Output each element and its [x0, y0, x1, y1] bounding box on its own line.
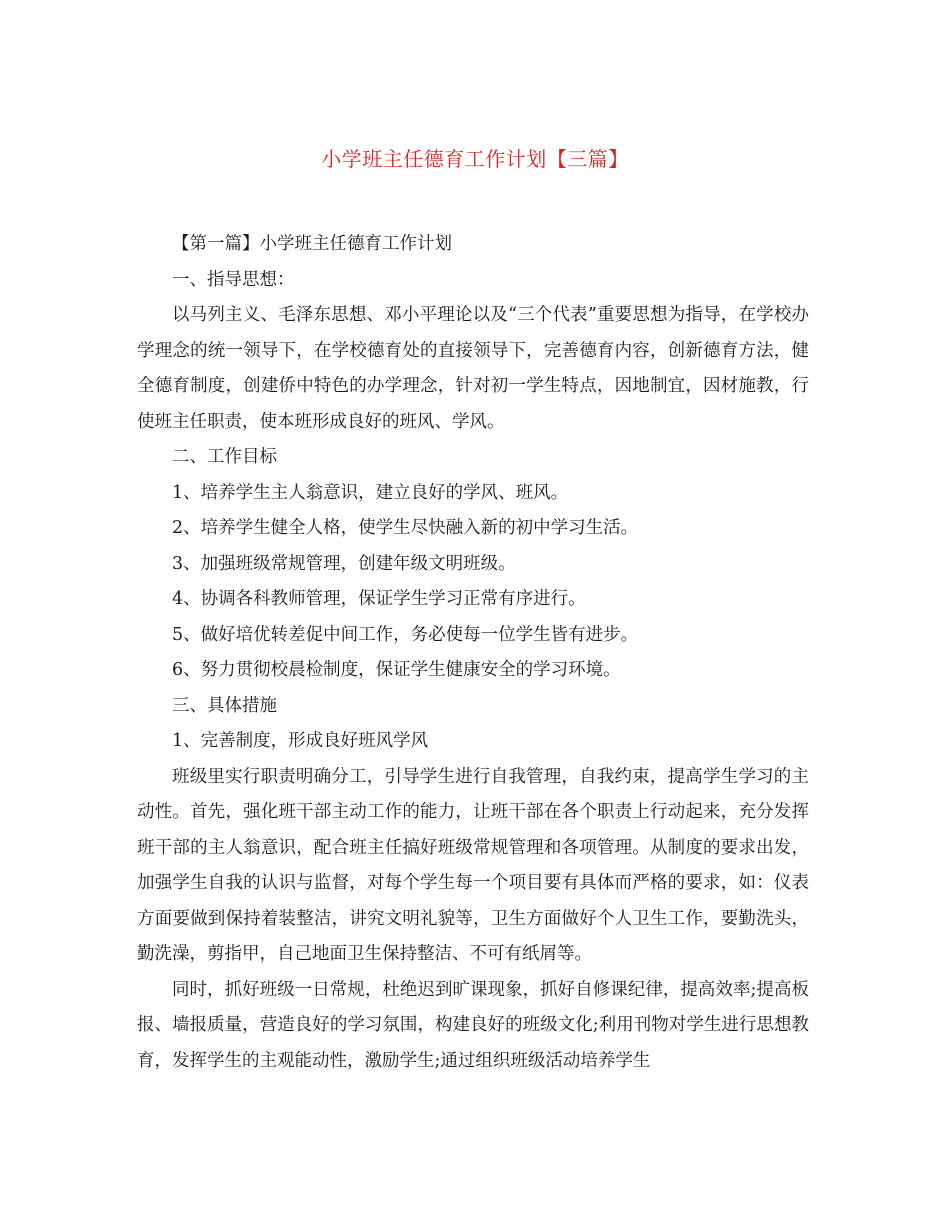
goal-item-4: 4、协调各科教师管理，保证学生学习正常有序进行。: [172, 589, 586, 609]
heading-guiding-ideology: 一、指导思想：: [172, 269, 295, 290]
paragraph-measure-1: 班级里实行职责明确分工，引导学生进行自我管理，自我约束，提高学生学习的主动性。首先，强化班干部主动工作的能力，让班干部在各个职责上行动起来，充分发挥班干部的主人翁意识，配合班主任搞好班级常规管理和各项管理。从制度的要求出发，加强学生自我的认识与监督，对每个学生每一个项目要有具体而严格的要求，如：仪表方面要做到保持着装整洁，讲究文明礼貌等，卫生方面做好个人卫生工作，要勤洗头，勤洗澡，剪指甲，自己地面卫生保持整洁、不可有纸屑等。: [137, 766, 809, 964]
goal-item-6: 6、努力贯彻校晨检制度，保证学生健康安全的学习环境。: [172, 660, 621, 680]
goal-item-5: 5、做好培优转差促中间工作，务必使每一位学生皆有进步。: [172, 624, 639, 645]
goal-item-1: 1、培养学生主人翁意识，建立良好的学风、班风。: [172, 482, 569, 503]
goal-item-3: 3、加强班级常规管理，创建年级文明班级。: [172, 553, 516, 574]
heading-specific-measures: 三、具体措施: [172, 695, 277, 716]
document-body: [137, 227, 809, 1079]
heading-work-goals: 二、工作目标: [172, 447, 277, 467]
document-title: 小学班主任德育工作计划【三篇】: [321, 147, 629, 171]
measure-heading-1: 1、完善制度，形成良好班风学风: [172, 731, 429, 751]
paragraph-guiding-ideology: 以马列主义、毛泽东思想、邓小平理论以及“三个代表”重要思想为指导，在学校办学理念的统一领导下，在学校德育处的直接领导下，完善德育内容，创新德育方法，健全德育制度，创建侨中特色的办学理念，针对初一学生特点，因地制宜，因材施教，行使班主任职责，使本班形成良好的班风、学风。: [137, 305, 809, 432]
paragraph-measure-1-continued: 同时，抓好班级一日常规，杜绝迟到旷课现象，抓好自修课纪律，提高效率;提高板报、墙报质量，营造良好的学习氛围，构建良好的班级文化;利用刊物对学生进行思想教育，发挥学生的主观能动性，激励学生;通过组织班级活动培养学生: [137, 979, 809, 1071]
section-heading-part-one: 【第一篇】小学班主任德育工作计划: [172, 234, 452, 254]
goal-item-2: 2、培养学生健全人格，使学生尽快融入新的初中学习生活。: [172, 518, 639, 538]
